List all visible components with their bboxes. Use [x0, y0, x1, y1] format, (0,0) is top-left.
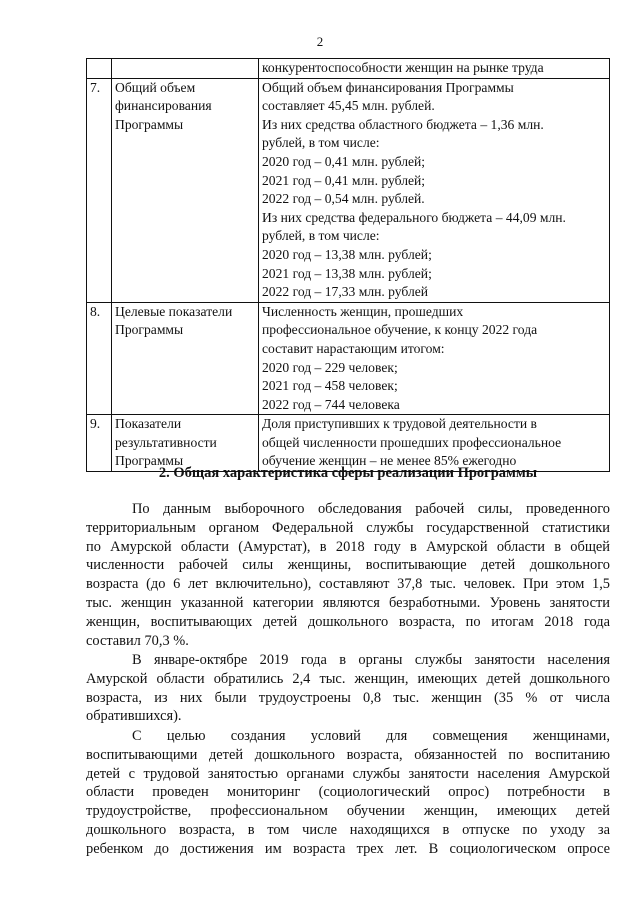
paragraph-line: Амурской области обратились 2,4 тыс. женщин, имеющих детей дошкольного [86, 670, 610, 687]
row-label [112, 59, 259, 79]
row-label-line: Программы [115, 322, 184, 338]
row-number: 8. [87, 302, 112, 415]
row-description-line: общей численности прошедших профессиональное [262, 434, 562, 450]
paragraph-line: области проведен мониторинг (социологический опрос) потребности в [86, 784, 610, 801]
row-description-line: Из них средства федерального бюджета – 44,09 млн. [262, 209, 566, 225]
row-description-line: рублей, в том числе: [262, 135, 380, 151]
row-description [259, 78, 610, 302]
program-passport-table [86, 58, 610, 472]
row-description [259, 59, 610, 79]
row-label [112, 302, 259, 415]
row-description-line: 2020 год – 13,38 млн. рублей; [262, 246, 432, 262]
paragraph-line: возраста, из них были трудоустроены 0,8 тыс. женщин (35 % от числа [86, 689, 610, 706]
paragraph-line: дошкольного возраста, в том числе находящихся в отпуске по уходу за [86, 821, 610, 838]
row-label-line: Программы [115, 116, 184, 132]
row-number: 7. [87, 78, 112, 302]
paragraph-3 [86, 727, 610, 859]
page-number: 2 [316, 34, 324, 49]
paragraph-line: воспитывающими детей дошкольного возраста, обязанностей по воспитанию [86, 746, 610, 763]
row-description-line: профессиональное обучение, к концу 2022 года [262, 322, 538, 338]
row-number [87, 59, 112, 79]
paragraph-line: ребенком до достижения им возраста трех лет. В социологическом опросе [86, 840, 610, 857]
row-description-line: составит нарастающим итогом: [262, 340, 445, 356]
paragraph-line: по Амурской области (Амурстат), в 2018 году в Амурской области в общей [86, 538, 610, 555]
table-body [87, 59, 610, 472]
paragraph-line: детей с трудовой занятостью органами службы занятости населения Амурской [86, 765, 610, 782]
section-title: 2. Общая характеристика сферы реализации Программы [158, 465, 538, 481]
table-row [87, 302, 610, 415]
row-description-line: 2022 год – 17,33 млн. рублей [262, 284, 429, 300]
row-description-line: Численность женщин, прошедших [262, 303, 464, 319]
paragraph-line: обратившихся). [86, 708, 182, 725]
paragraph-1 [86, 500, 610, 650]
row-description-line: 2021 год – 458 человек; [262, 378, 398, 394]
row-label [112, 78, 259, 302]
row-label-line: Общий объем [115, 79, 196, 95]
row-description-line: 2020 год – 229 человек; [262, 359, 398, 375]
row-label-line: финансирования [115, 98, 212, 114]
row-description [259, 302, 610, 415]
paragraph-line: возраста (до 6 лет включительно), составляют 37,8 тыс. человек. При этом 1,5 [86, 576, 610, 593]
paragraph-line: территориальным органом Федеральной службы государственной статистики [86, 519, 610, 536]
row-description-line: 2022 год – 0,54 млн. рублей. [262, 191, 425, 207]
row-description-line: 2021 год – 0,41 млн. рублей; [262, 172, 426, 188]
paragraph-line: тыс. женщин указанной категории являются безработными. Уровень занятости [86, 594, 610, 611]
table-row [87, 59, 610, 79]
table-row [87, 78, 610, 302]
row-description-line: Доля приступивших к трудовой деятельности в [262, 416, 537, 432]
paragraph-line: численности рабочей силы женщины, воспитывающие детей дошкольного [86, 557, 610, 574]
row-number: 9. [87, 415, 112, 472]
row-description-line: 2022 год – 744 человека [262, 396, 400, 412]
row-label-line: Показатели [115, 416, 182, 432]
row-description-line: составляет 45,45 млн. рублей. [262, 98, 435, 114]
row-label [112, 415, 259, 472]
row-label-line: Целевые показатели [115, 303, 233, 319]
paragraph-line: В январе-октябре 2019 года в органы службы занятости населения [132, 652, 610, 668]
paragraph-line: По данным выборочного обследования рабочей силы, проведенного [132, 501, 610, 517]
row-description-line: 2020 год – 0,41 млн. рублей; [262, 153, 426, 169]
row-description-line: Общий объем финансирования Программы [262, 79, 514, 95]
row-label-line: результативности [115, 434, 217, 450]
row-description-line: рублей, в том числе: [262, 228, 380, 244]
row-label-line: Программы [115, 453, 184, 469]
paragraph-line: трудоустройстве, профессиональном обучении женщин, имеющих детей [86, 803, 610, 820]
row-description [259, 415, 610, 472]
row-description-line: 2021 год – 13,38 млн. рублей; [262, 265, 432, 281]
row-description-line: обучение женщин – не менее 85% ежегодно [262, 453, 517, 469]
row-description-line: Из них средства областного бюджета – 1,36 млн. [262, 116, 544, 132]
paragraph-line: С целью создания условий для совмещения женщинами, [132, 728, 610, 744]
table-row [87, 415, 610, 472]
paragraph-2 [86, 651, 610, 726]
row-description-line: конкурентоспособности женщин на рынке труда [262, 60, 544, 75]
paragraph-line: женщин, воспитывающих детей дошкольного возраста, по итогам 2018 года [86, 613, 610, 630]
paragraph-line: составил 70,3 %. [86, 632, 189, 649]
